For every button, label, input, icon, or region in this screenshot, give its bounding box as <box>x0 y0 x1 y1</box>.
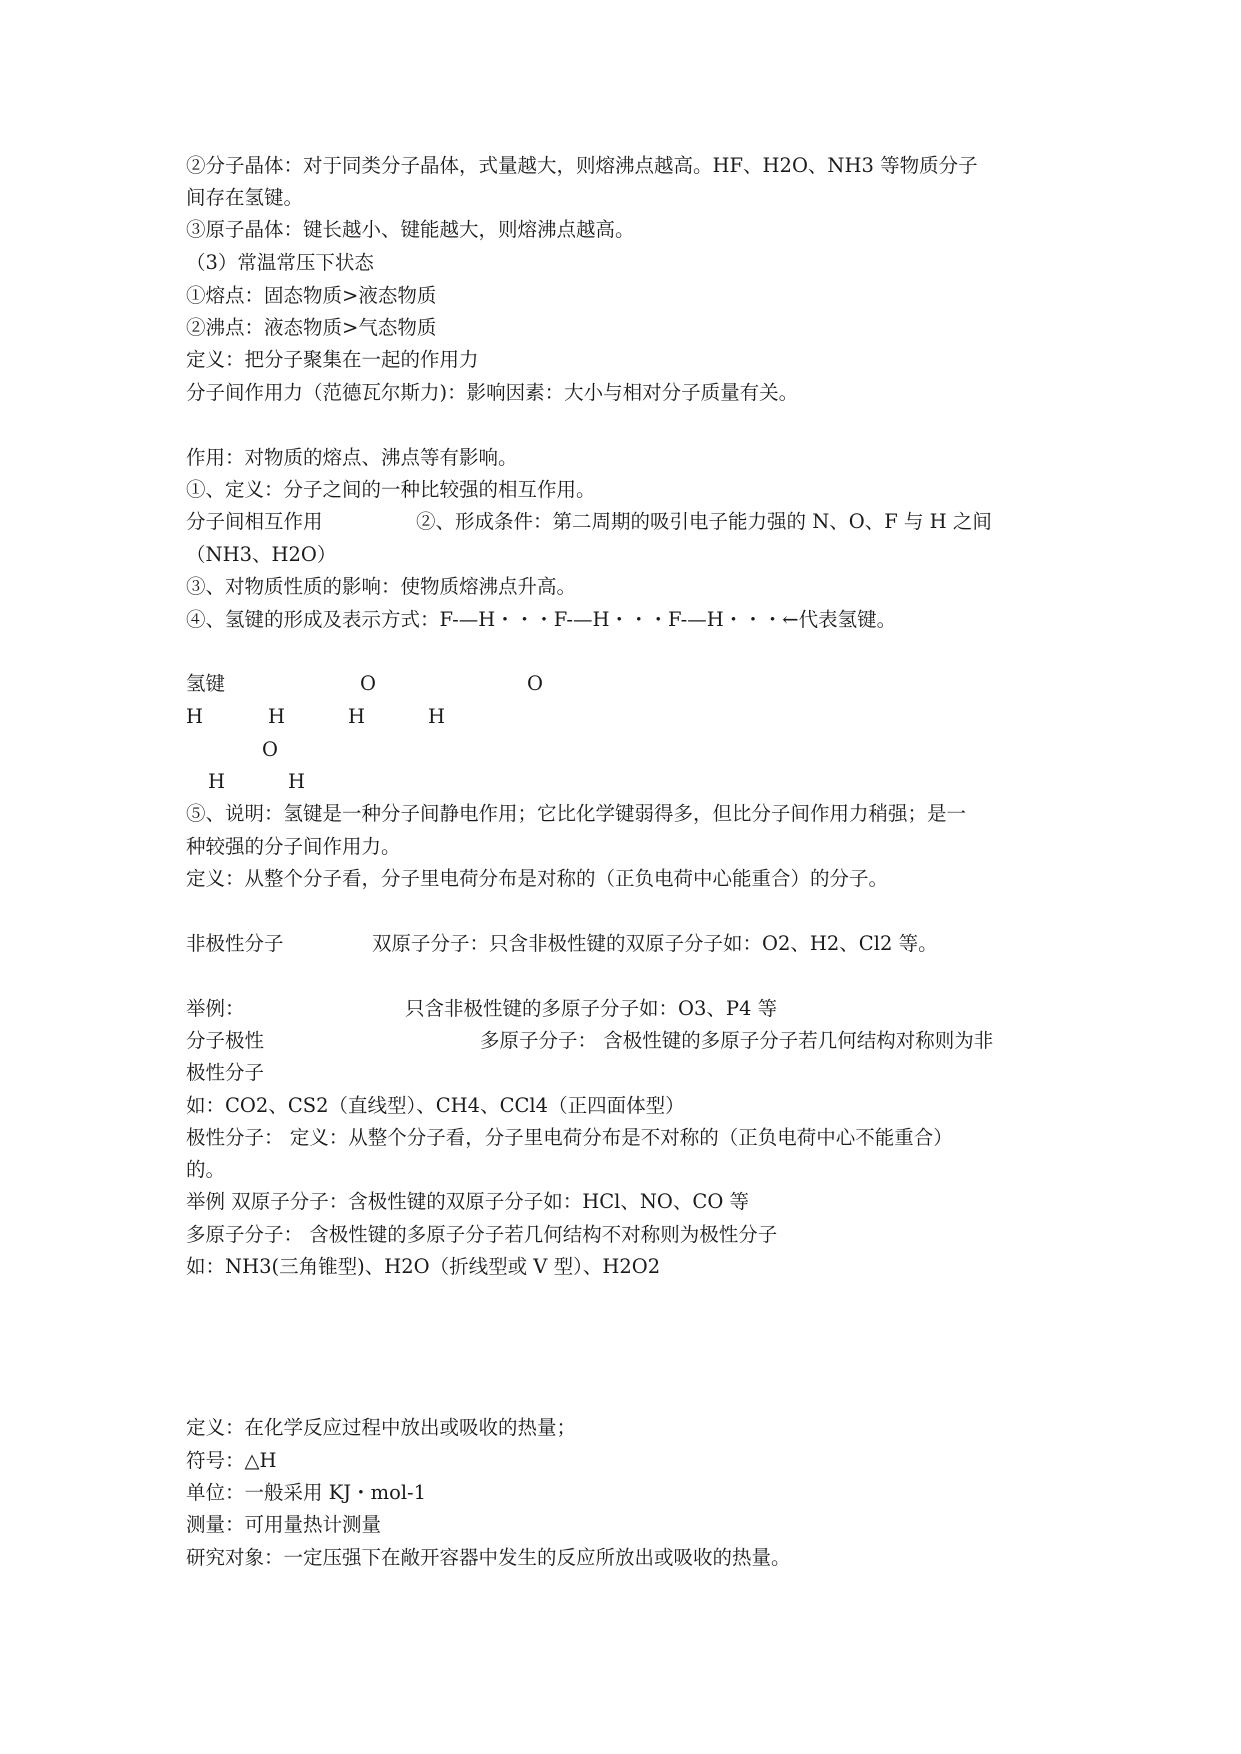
text-line: （NH3、H2O） <box>186 543 337 566</box>
text-line: 多原子分子： 含极性键的多原子分子若几何结构不对称则为极性分子 <box>186 1223 778 1246</box>
text-line: 如：NH3(三角锥型)、H2O（折线型或 V 型）、H2O2 <box>186 1255 661 1278</box>
text-line: ②分子晶体：对于同类分子晶体，式量越大，则熔沸点越高。HF、H2O、NH3 等物质分子 <box>186 154 978 177</box>
text-line: 举例 双原子分子：含极性键的双原子分子如：HCl、NO、CO 等 <box>186 1190 750 1213</box>
text-line: ⑤、说明：氢键是一种分子间静电作用；它比化学键弱得多，但比分子间作用力稍强；是一 <box>186 802 967 825</box>
structure-atom: H <box>268 705 286 728</box>
text-line: 多原子分子： 含极性键的多原子分子若几何结构对称则为非 <box>480 1029 994 1052</box>
text-line: ④、氢键的形成及表示方式：F-—H・・・F-—H・・・F-—H・・・←代表氢键。 <box>186 608 897 631</box>
structure-atom: H <box>428 705 446 728</box>
structure-atom: H <box>288 770 306 793</box>
hydrogen-bond-label: 氢键 <box>186 672 226 695</box>
text-line: 极性分子 <box>186 1061 265 1084</box>
text-line: 定义：从整个分子看，分子里电荷分布是对称的（正负电荷中心能重合）的分子。 <box>186 867 889 890</box>
text-line: 的。 <box>186 1158 226 1181</box>
structure-atom: O <box>262 738 278 761</box>
structure-atom: H <box>186 705 204 728</box>
text-line: 符号：△H <box>186 1449 277 1472</box>
structure-atom: H <box>208 770 226 793</box>
text-line: 单位：一般采用 KJ・mol-1 <box>186 1481 427 1504</box>
text-line-label: 非极性分子 <box>186 932 284 955</box>
text-line: 测量：可用量热计测量 <box>186 1513 382 1536</box>
text-line: 定义：把分子聚集在一起的作用力 <box>186 348 479 371</box>
text-line: 如：CO2、CS2（直线型）、CH4、CCl4（正四面体型） <box>186 1094 685 1117</box>
structure-atom: H <box>348 705 366 728</box>
text-line: ②、形成条件：第二周期的吸引电子能力强的 N、O、F 与 H 之间 <box>416 510 992 533</box>
text-line-label: 分子间相互作用 <box>186 510 323 533</box>
structure-atom: O <box>360 672 376 695</box>
text-line: 种较强的分子间作用力。 <box>186 835 401 858</box>
text-line: 只含非极性键的多原子分子如：O3、P4 等 <box>405 997 778 1020</box>
text-line: ②沸点：液态物质>气态物质 <box>186 316 437 339</box>
structure-atom: O <box>527 672 543 695</box>
text-line-label: 分子极性 <box>186 1029 265 1052</box>
text-line: 定义：在化学反应过程中放出或吸收的热量； <box>186 1416 577 1439</box>
text-line: ①熔点：固态物质>液态物质 <box>186 284 437 307</box>
text-line: 研究对象：一定压强下在敞开容器中发生的反应所放出或吸收的热量。 <box>186 1546 791 1569</box>
text-line-label: 举例： <box>186 997 245 1020</box>
text-line: 分子间作用力（范德瓦尔斯力)：影响因素：大小与相对分子质量有关。 <box>186 381 799 404</box>
text-line: 间存在氢键。 <box>186 186 304 209</box>
text-line: ③原子晶体：键长越小、键能越大，则熔沸点越高。 <box>186 218 635 241</box>
text-line: 极性分子： 定义：从整个分子看，分子里电荷分布是不对称的（正负电荷中心不能重合） <box>186 1126 953 1149</box>
text-line: 作用：对物质的熔点、沸点等有影响。 <box>186 446 518 469</box>
section-heading: （3）常温常压下状态 <box>186 251 374 274</box>
text-line: ①、定义：分子之间的一种比较强的相互作用。 <box>186 478 596 501</box>
text-line: 双原子分子：只含非极性键的双原子分子如：O2、H2、Cl2 等。 <box>372 932 938 955</box>
text-line: ③、对物质性质的影响：使物质熔沸点升高。 <box>186 575 577 598</box>
